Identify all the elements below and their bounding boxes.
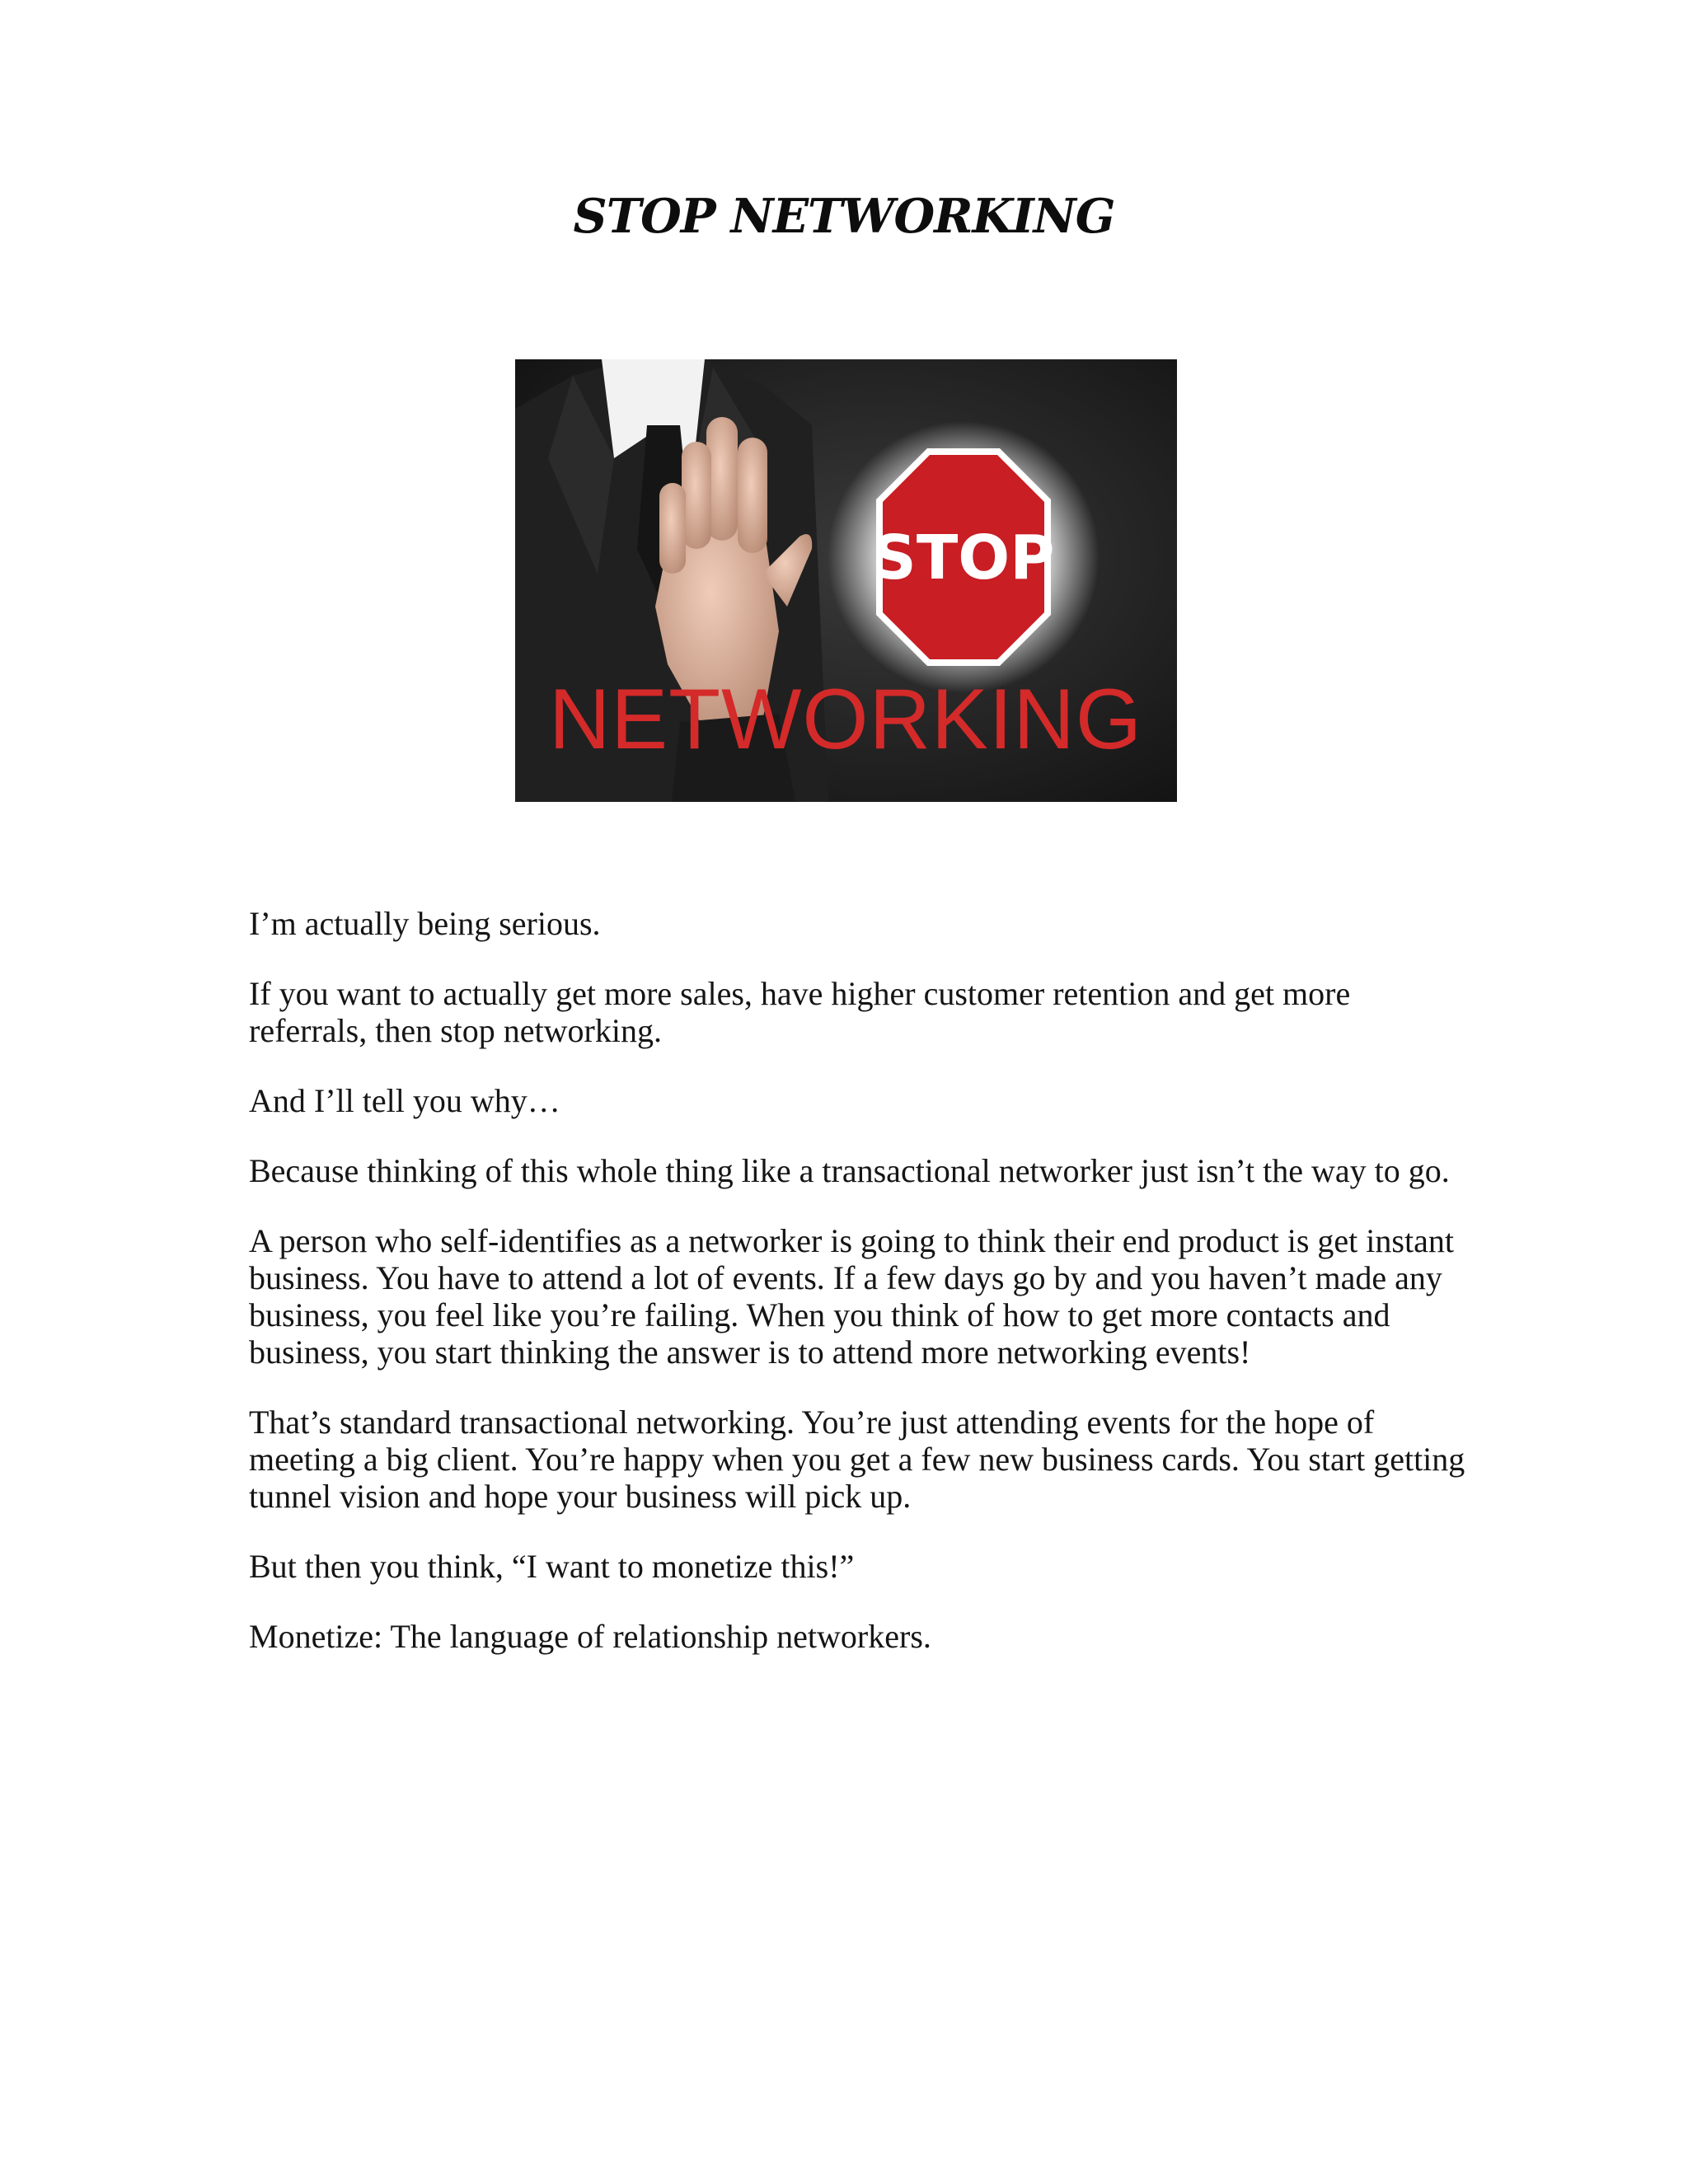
- paragraph: That’s standard transactional networking. You’re just attending events for the hope of meeting a big client. You’re happy when you get a few new business cards. You start getting tunnel vision and hope your business will pick up.: [249, 1404, 1465, 1515]
- stop-sign: [828, 421, 1100, 693]
- article-body: [249, 905, 1469, 1688]
- paragraph: If you want to actually get more sales, have higher customer retention and get more referrals, then stop networking.: [249, 975, 1351, 1049]
- paragraph: And I’ll tell you why…: [249, 1082, 560, 1119]
- networking-banner-text: NETWORKING: [549, 672, 1142, 767]
- paragraph: Because thinking of this whole thing like a transactional networker just isn’t the way to go.: [249, 1152, 1450, 1189]
- paragraph: I’m actually being serious.: [249, 905, 601, 942]
- paragraph: Monetize: The language of relationship networkers.: [249, 1618, 931, 1655]
- page-title: STOP NETWORKING: [573, 189, 1115, 244]
- stop-networking-image: [515, 359, 1177, 802]
- paragraph: But then you think, “I want to monetize this!”: [249, 1548, 855, 1585]
- paragraph: A person who self-identifies as a networker is going to think their end product is get instant business. You have to attend a lot of events. If a few days go by and you haven’t made any business, you feel like you’re failing. When you think of how to get more contacts and business, you start thinking the answer is to attend more networking events!: [249, 1222, 1454, 1371]
- stop-sign-text: STOP: [872, 523, 1055, 593]
